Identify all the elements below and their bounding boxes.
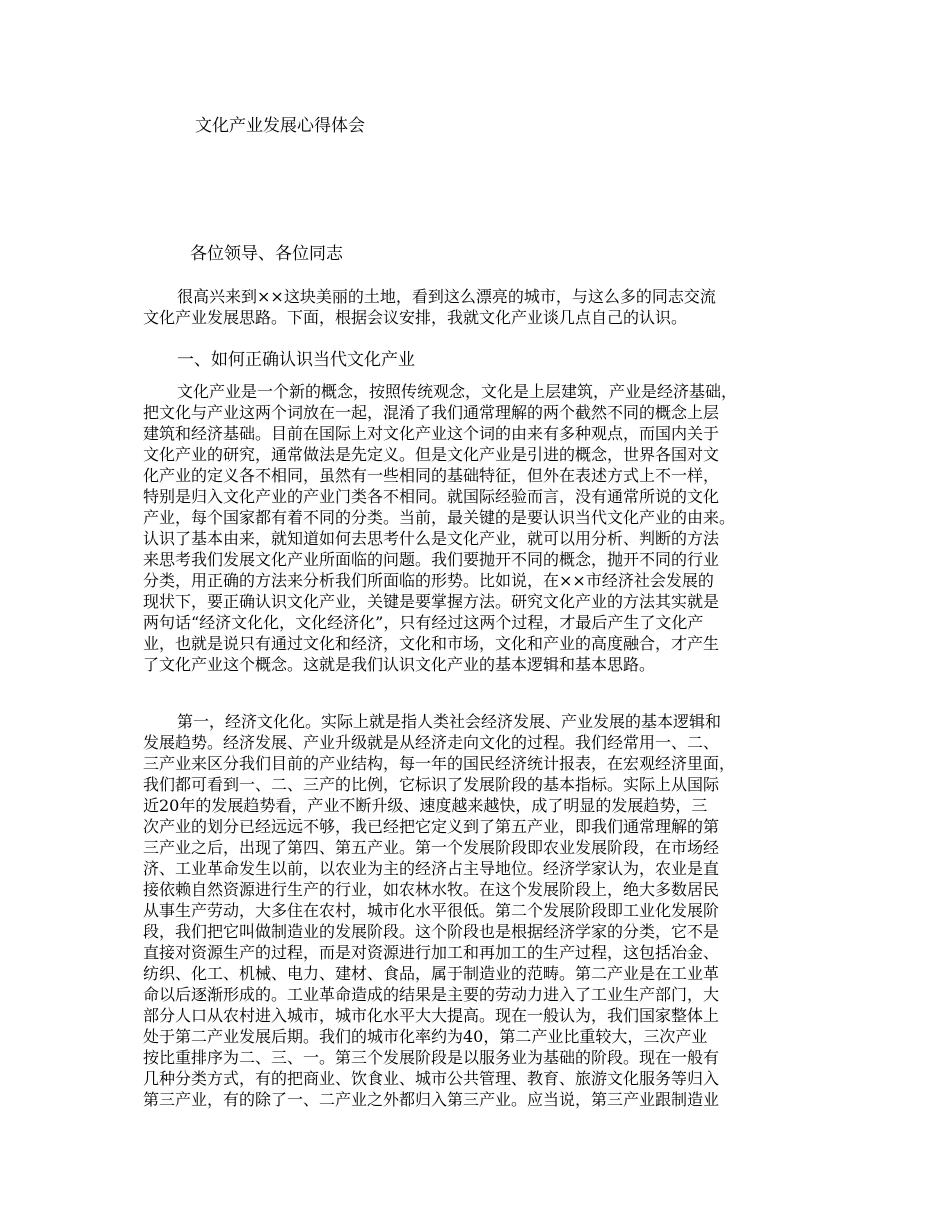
paragraph-line: 把文化与产业这两个词放在一起，混淆了我们通常理解的两个截然不同的概念上层 (143, 403, 720, 422)
paragraph-line: 近20年的发展趋势看，产业不断升级、速度越来越快，成了明显的发展趋势，三 (143, 796, 708, 815)
paragraph-line: 几种分类方式，有的把商业、饮食业、城市公共管理、教育、旅游文化服务等归入 (143, 1069, 720, 1088)
paragraph-line: 文化产业的研究，通常做法是先定义。但是文化产业是引进的概念，世界各国对文 (143, 445, 720, 464)
paragraph-line: 三产业之后，出现了第四、第五产业。第一个发展阶段即农业发展阶段，在市场经 (143, 838, 720, 857)
paragraph-line: 部分人口从农村进入城市，城市化水平大大提高。现在一般认为，我们国家整体上 (143, 1006, 720, 1025)
paragraph-line: 直接对资源生产的过程，而是对资源进行加工和再加工的生产过程，这包括冶金、 (143, 943, 720, 962)
paragraph-line: 业，也就是说只有通过文化和经济，文化和市场，文化和产业的高度融合，才产生 (143, 634, 720, 653)
paragraph-line: 分类，用正确的方法来分析我们所面临的形势。比如说，在××市经济社会发展的 (143, 571, 714, 590)
paragraph-line: 段，我们把它叫做制造业的发展阶段。这个阶段也是根据经济学家的分类，它不是 (143, 922, 720, 941)
paragraph-line: 认识了基本由来，就知道如何去思考什么是文化产业，就可以用分析、判断的方法 (143, 529, 720, 548)
paragraph-line: 我们都可看到一、二、三产的比例，它标识了发展阶段的基本指标。实际上从国际 (143, 775, 720, 794)
paragraph-line: 三产业来区分我们目前的产业结构，每一年的国民经济统计报表，在宏观经济里面， (143, 754, 736, 773)
paragraph-line: 了文化产业这个概念。这就是我们认识文化产业的基本逻辑和基本思路。 (143, 655, 656, 674)
document-title: 文化产业发展心得体会 (195, 116, 365, 136)
paragraph-line: 发展趋势。经济发展、产业升级就是从经济走向文化的过程。我们经常用一、二、 (143, 733, 720, 752)
paragraph-line: 第一，经济文化化。实际上就是指人类社会经济发展、产业发展的基本逻辑和 (177, 712, 722, 731)
paragraph-line: 济、工业革命发生以前，以农业为主的经济占主导地位。经济学家认为，农业是直 (143, 859, 720, 878)
paragraph-line: 特别是归入文化产业的产业门类各不相同。就国际经验而言，没有通常所说的文化 (143, 487, 720, 506)
paragraph-line: 处于第二产业发展后期。我们的城市化率约为40，第二产业比重较大，三次产业 (143, 1027, 708, 1046)
paragraph-line: 纺织、化工、机械、电力、建材、食品，属于制造业的范畴。第二产业是在工业革 (143, 964, 720, 983)
paragraph-line: 第三产业，有的除了一、二产业之外都归入第三产业。应当说，第三产业跟制造业 (143, 1090, 720, 1109)
paragraph-line: 建筑和经济基础。目前在国际上对文化产业这个词的由来有多种观点，而国内关于 (143, 424, 720, 443)
paragraph-line: 化产业的定义各不相同，虽然有一些相同的基础特征，但外在表述方式上不一样， (143, 466, 720, 485)
paragraph-line: 两句话“经济文化化，文化经济化”，只有经过这两个过程，才最后产生了文化产 (143, 613, 704, 632)
section-heading: 一、如何正确认识当代文化产业 (177, 350, 415, 370)
paragraph-line: 次产业的划分已经远远不够，我已经把它定义到了第五产业，即我们通常理解的第 (143, 817, 720, 836)
intro-paragraph (143, 286, 823, 328)
paragraph-2 (143, 711, 823, 1110)
paragraph-line: 文化产业是一个新的概念，按照传统观念，文化是上层建筑，产业是经济基础， (177, 382, 738, 401)
paragraph-line: 现状下，要正确认识文化产业，关键是要掌握方法。研究文化产业的方法其实就是 (143, 592, 720, 611)
paragraph-line: 文化产业发展思路。下面，根据会议安排，我就文化产业谈几点自己的认识。 (143, 308, 688, 327)
paragraph-line: 按比重排序为二、三、一。第三个发展阶段是以服务业为基础的阶段。现在一般有 (143, 1048, 720, 1067)
salutation: 各位领导、各位同志 (190, 244, 343, 264)
paragraph-line: 很高兴来到××这块美丽的土地，看到这么漂亮的城市，与这么多的同志交流 (177, 287, 716, 306)
paragraph-line: 从事生产劳动，大多住在农村，城市化水平很低。第二个发展阶段即工业化发展阶 (143, 901, 720, 920)
paragraph-line: 命以后逐渐形成的。工业革命造成的结果是主要的劳动力进入了工业生产部门，大 (143, 985, 720, 1004)
paragraph-line: 来思考我们发展文化产业所面临的问题。我们要抛开不同的概念，抛开不同的行业 (143, 550, 720, 569)
paragraph-1 (143, 381, 823, 675)
paragraph-line: 接依赖自然资源进行生产的行业，如农林水牧。在这个发展阶段上，绝大多数居民 (143, 880, 720, 899)
paragraph-line: 产业，每个国家都有着不同的分类。当前，最关键的是要认识当代文化产业的由来。 (143, 508, 736, 527)
